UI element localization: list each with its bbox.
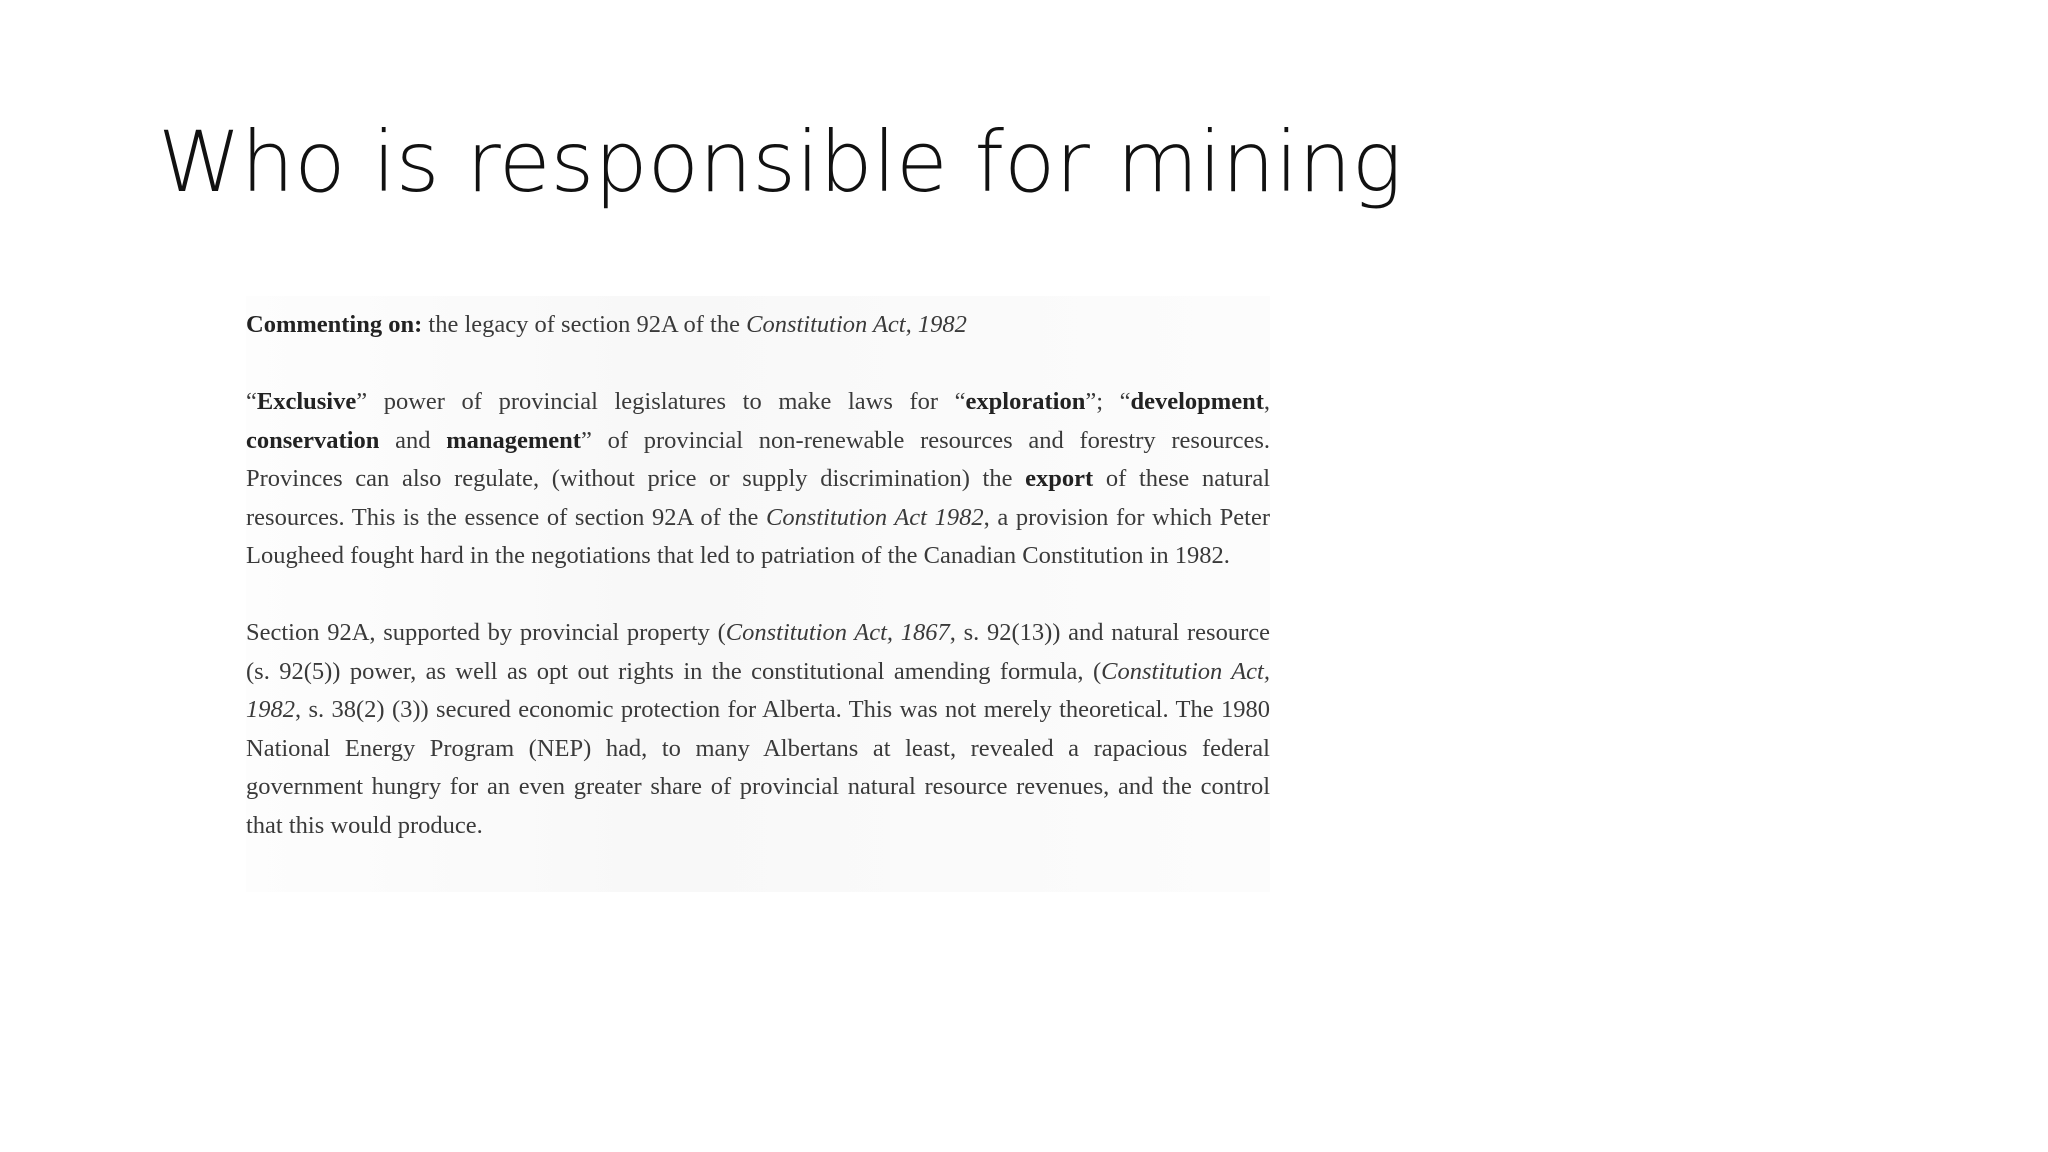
- text-run: , s. 38(2) (3)) secured economic protection for Alberta. This was not merely theoretical. The 1980 National Energy Program (NEP) had, to many Albertans at least, revealed a rapacious federal government hungry for an even greater share of provincial natural resource revenues, and the control that this would produce.: [246, 696, 1270, 839]
- commenting-on-line: [246, 306, 1270, 345]
- paragraph-section-92a: [246, 614, 1270, 845]
- commenting-on-label: Commenting on:: [246, 311, 423, 338]
- text-run: ”; “: [1085, 388, 1131, 415]
- italic-citation: Constitution Act, 1982: [746, 311, 967, 338]
- bold-term: development: [1130, 388, 1264, 415]
- text-run: the legacy of section 92A of the: [422, 311, 747, 338]
- text-run: “: [246, 388, 257, 415]
- paragraph-exclusive-power: [246, 383, 1270, 576]
- text-run: ” of provincial non-renewable resources and forestry resources. Provinces can also regulate, (without price or supply discrimination) the: [246, 426, 1271, 492]
- text-run: , s. 92(13)) and natural resource (s. 92(5)) power, as well as opt out rights in the constitutional amending formula, (: [246, 619, 1270, 685]
- bold-term: export: [1025, 465, 1094, 492]
- text-run: , a provision for which Peter Lougheed fought hard in the negotiations that led to patriation of the Canadian Constitution in 1982.: [246, 503, 1271, 569]
- bold-term: exploration: [965, 388, 1086, 415]
- italic-citation: Constitution Act 1982: [765, 503, 984, 531]
- bold-term: conservation: [246, 426, 380, 454]
- bold-term: Exclusive: [256, 388, 357, 415]
- italic-citation: Constitution Act, 1867: [725, 619, 950, 646]
- text-run: ,: [1263, 388, 1270, 415]
- article-excerpt-image: [246, 296, 1270, 892]
- slide-title: Who is responsible for mining: [158, 113, 1403, 211]
- excerpt-text: [246, 306, 1270, 884]
- text-run: of these natural resources. This is the essence of section 92A of the: [246, 465, 1270, 531]
- bold-term: management: [446, 426, 581, 454]
- text-run: and: [379, 426, 447, 454]
- italic-citation: Constitution Act, 1982: [246, 657, 1270, 723]
- text-run: Section 92A, supported by provincial property (: [246, 619, 726, 646]
- text-run: ” power of provincial legislatures to make laws for “: [356, 388, 966, 415]
